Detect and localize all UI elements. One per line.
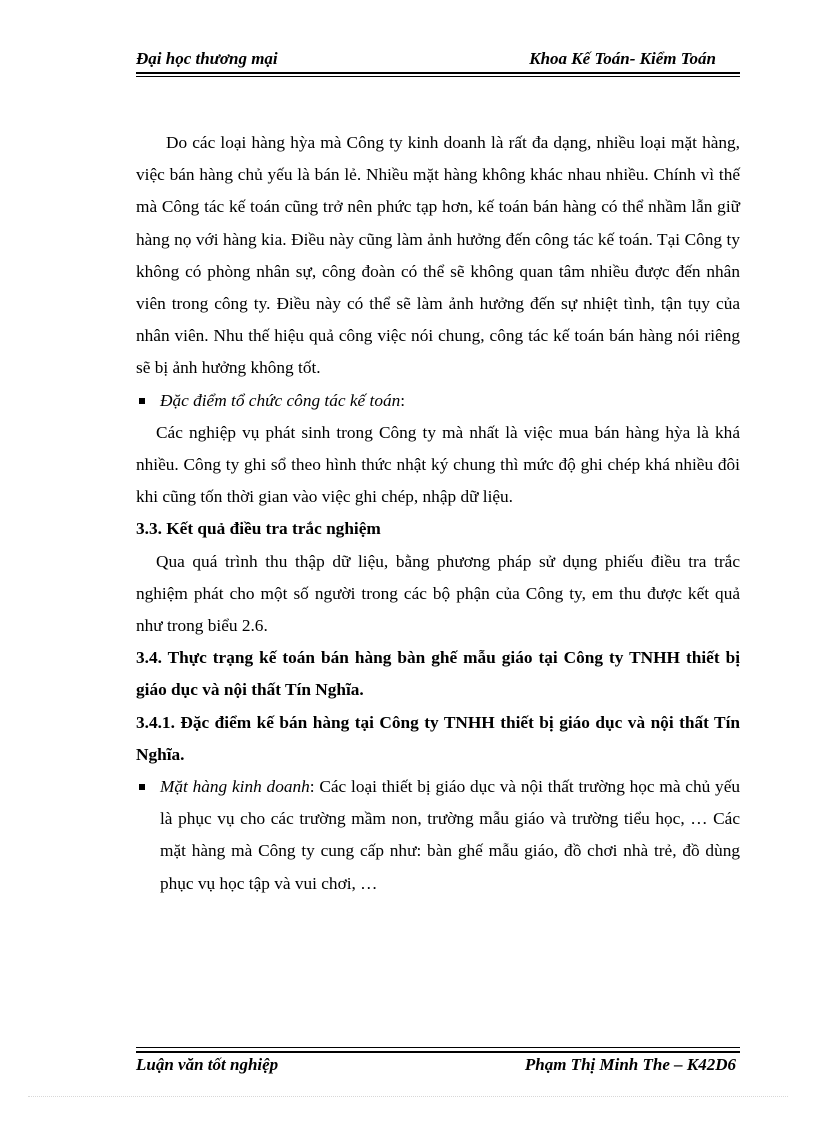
bullet-accounting-colon: :	[400, 390, 406, 410]
heading-survey-results: 3.3. Kết quả điều tra trắc nghiệm	[136, 519, 381, 539]
header-faculty: Khoa Kế Toán- Kiểm Toán	[529, 49, 716, 68]
bullet-accounting-organization	[136, 385, 740, 417]
page-footer	[136, 1055, 740, 1077]
square-bullet-icon	[139, 784, 145, 790]
footer-rule-top	[136, 1047, 740, 1048]
square-bullet-icon	[139, 398, 145, 404]
heading-sales-characteristics: 3.4.1. Đặc điểm kế bán hàng tại Công ty TNHH thiết bị giáo dục và nội thất Tín Nghĩa.	[136, 712, 740, 764]
paragraph-transactions: Các nghiệp vụ phát sinh trong Công ty mà nhất là việc mua bán hàng hỳa là khá nhiều. Công ty ghi sổ theo hình thức nhật ký chung thì mức độ ghi chép khá nhiều đôi khi cũng tốn thời gian vào việc ghi chép, nhập dữ liệu.	[136, 422, 740, 507]
footer-thesis: Luận văn tốt nghiệp	[136, 1055, 279, 1074]
page-content	[136, 127, 740, 900]
header-rule-bottom	[136, 76, 740, 77]
header-rule-top	[136, 72, 740, 74]
bullet-merchandise	[136, 771, 740, 900]
page-edge-divider	[28, 1096, 788, 1097]
header-university: Đại học thương mại	[136, 49, 278, 68]
paragraph-difficulties: Do các loại hàng hỳa mà Công ty kinh doanh là rất đa dạng, nhiều loại mặt hàng, việc bán hàng chủ yếu là bán lẻ. Nhiều mặt hàng không khác nhau nhiều. Chính vì thế mà Công tác kế toán cũng trở nên phức tạp hơn, kế toán bán hàng có thể nhầm lẫn giữ hàng nọ với hàng kia. Điều này cũng làm ảnh hưởng đến công tác kế toán. Tại Công ty không có phòng nhân sự, công đoàn có thể sẽ không quan tâm nhiều được đến nhân viên trong công ty. Điều này có thể sẽ làm ảnh hưởng đến sự nhiệt tình, tận tụy của nhân viên. Nhu thế hiệu quả công việc nói chung, công tác kế toán bán hàng nói riêng sẽ bị ảnh hưởng không tốt.	[136, 133, 740, 378]
bullet-accounting-label: Đặc điểm tổ chức công tác kế toán	[160, 390, 401, 410]
footer-rule-bottom	[136, 1051, 740, 1053]
page-header	[136, 49, 740, 71]
heading-current-state: 3.4. Thực trạng kế toán bán hàng bàn ghế mẫu giáo tại Công ty TNHH thiết bị giáo dục và nội thất Tín Nghĩa.	[136, 648, 740, 700]
footer-author: Phạm Thị Minh The – K42D6	[524, 1055, 736, 1074]
bullet-merchandise-text: : Các loại thiết bị giáo dục và nội thất trường học mà chủ yếu là phục vụ cho các trường mầm non, trường mẫu giáo và trường tiểu học, … Các mặt hàng mà Công ty cung cấp như: bàn ghế mẫu giáo, đồ chơi nhà trẻ, đồ dùng phục vụ học tập và vui chơi, …	[160, 777, 740, 893]
paragraph-survey: Qua quá trình thu thập dữ liệu, bằng phương pháp sử dụng phiếu điều tra trắc nghiệm phát cho một số người trong các bộ phận của Công ty, em thu được kết quả như trong biểu 2.6.	[136, 551, 740, 636]
bullet-merchandise-label: Mặt hàng kinh doanh	[160, 777, 310, 797]
